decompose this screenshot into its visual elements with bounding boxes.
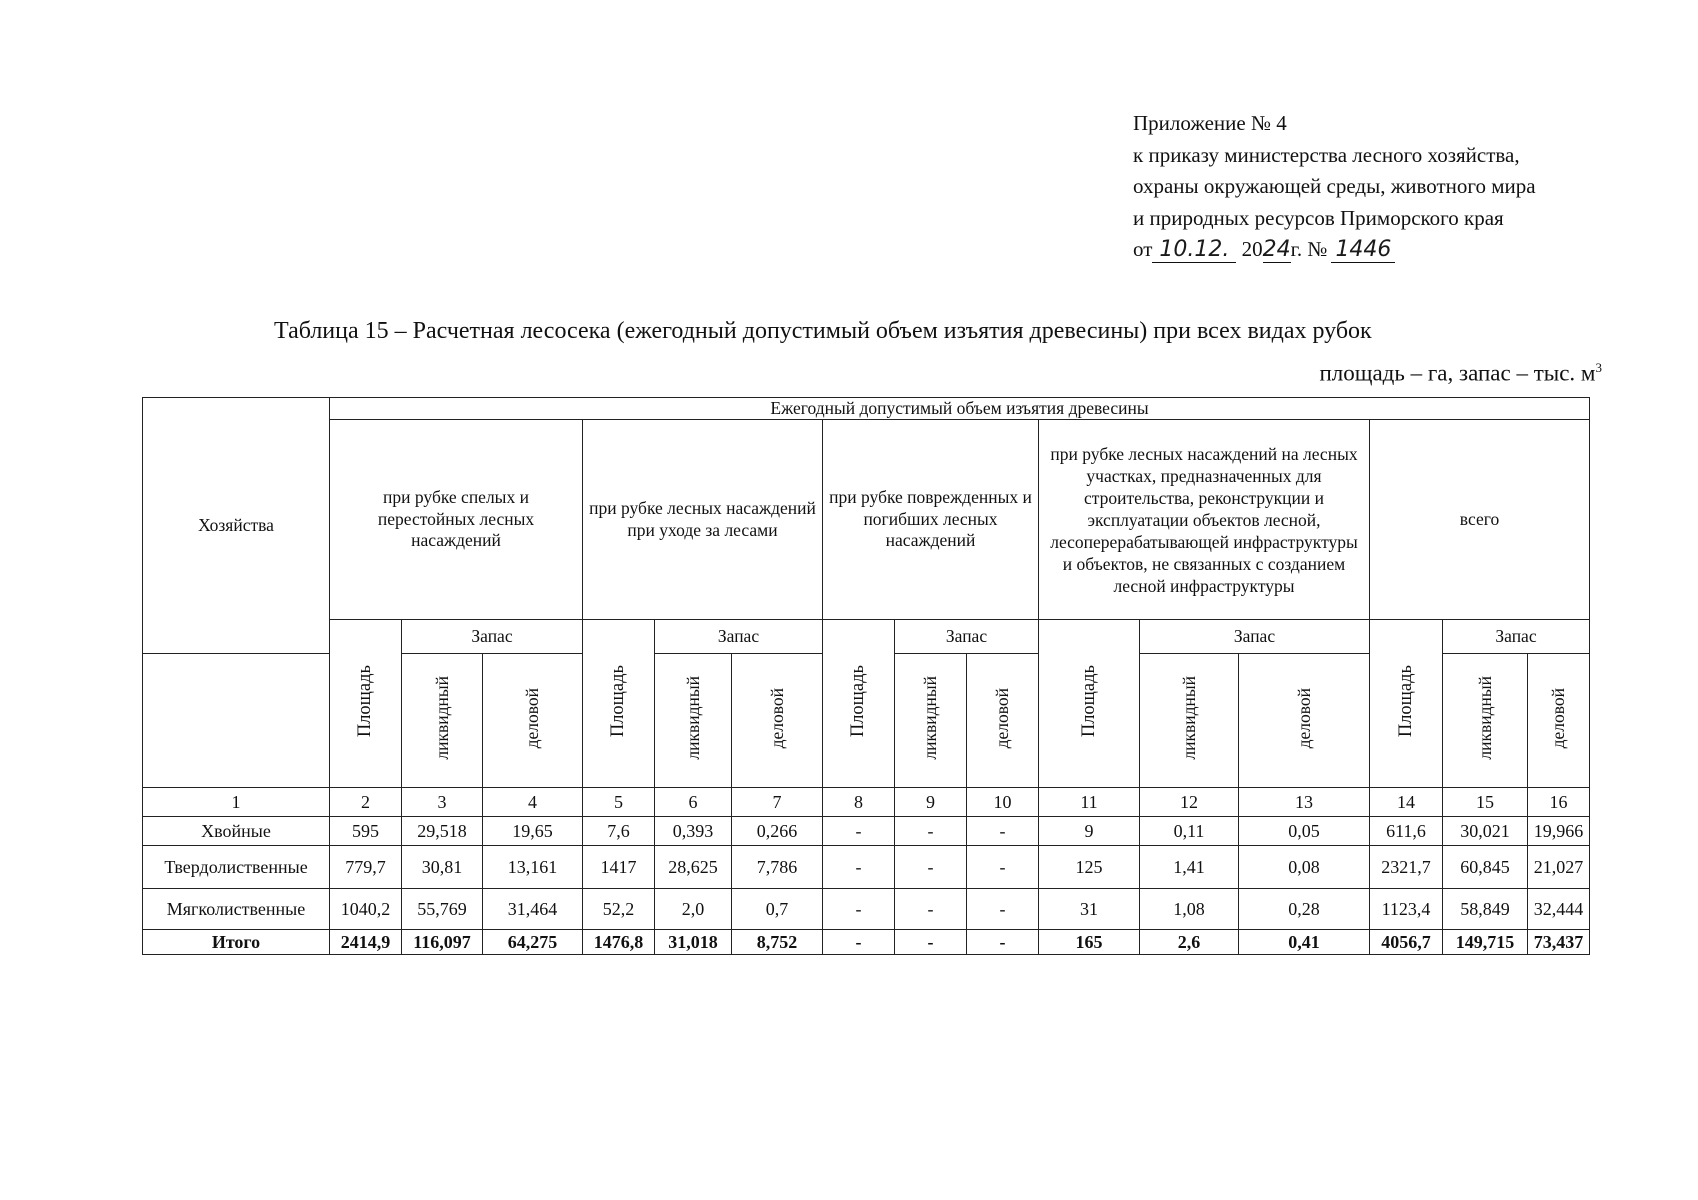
value-cell: - [895,846,967,889]
value-cell: 0,41 [1239,930,1370,955]
area-label: Площадь [1395,664,1416,738]
stock-header: Запас [655,620,823,654]
table-row [143,846,1590,889]
header-row-top [143,398,1590,420]
table-row [143,817,1590,846]
col-farms-header: Хозяйства [143,398,330,654]
value-cell: - [895,889,967,930]
appendix-line: и природных ресурсов Приморского края [1133,205,1504,230]
value-cell: 8,752 [732,930,823,955]
value-cell: 165 [1039,930,1140,955]
empty-cell [143,654,330,788]
value-cell: - [967,930,1039,955]
group-header-infrastructure: при рубке лесных насаждений на лесных участках, предназначенных для строительства, реконструкции и эксплуатации объектов лесной, лесоперерабатывающей инфраструктуры и объектов, не связанных с созданием лесной инфраструктуры [1039,420,1370,620]
value-cell: 13,161 [483,846,583,889]
value-cell: 58,849 [1443,889,1528,930]
value-cell: 0,266 [732,817,823,846]
table-title: Таблица 15 – Расчетная лесосека (ежегодный допустимый объем изъятия древесины) при всех видах рубок [274,318,1372,344]
value-cell: - [967,846,1039,889]
column-number-cell: 15 [1443,788,1528,817]
area-header [1370,620,1443,788]
liquid-header [895,654,967,788]
liquid-label: ликвидный [1474,676,1495,760]
business-label: деловой [992,687,1012,749]
column-number-cell: 4 [483,788,583,817]
stock-header: Запас [402,620,583,654]
value-cell: 1417 [583,846,655,889]
column-number-cell: 8 [823,788,895,817]
value-cell: 1,41 [1140,846,1239,889]
value-cell: - [895,817,967,846]
value-cell: 21,027 [1528,846,1590,889]
row-name-cell: Итого [143,930,330,955]
value-cell: 595 [330,817,402,846]
liquid-label: ликвидный [1178,676,1199,760]
value-cell: - [967,817,1039,846]
value-cell: 116,097 [402,930,483,955]
group-header-total: всего [1370,420,1590,620]
column-number-cell: 5 [583,788,655,817]
table-row [143,889,1590,930]
handwritten-date: 10.12. [1152,238,1236,263]
value-cell: 31,464 [483,889,583,930]
value-cell: 60,845 [1443,846,1528,889]
value-cell: 2321,7 [1370,846,1443,889]
value-cell: 149,715 [1443,930,1528,955]
liquid-header [655,654,732,788]
value-cell: - [823,817,895,846]
liquid-label: ликвидный [431,676,452,760]
value-cell: 2414,9 [330,930,402,955]
felling-table [142,397,1590,955]
appendix-line: охраны окружающей среды, животного мира [1133,174,1536,198]
value-cell: 2,6 [1140,930,1239,955]
area-label: Площадь [848,664,868,738]
value-cell: - [895,930,967,955]
value-cell: - [823,889,895,930]
value-cell: 31,018 [655,930,732,955]
column-number-cell: 7 [732,788,823,817]
value-cell: 30,81 [402,846,483,889]
value-cell: 0,7 [732,889,823,930]
value-cell: 19,966 [1528,817,1590,846]
area-header [823,620,895,788]
group-header-damaged: при рубке поврежденных и погибших лесных насаждений [823,420,1039,620]
value-cell: - [823,930,895,955]
value-cell: 0,393 [655,817,732,846]
value-cell: 1040,2 [330,889,402,930]
value-cell: 1123,4 [1370,889,1443,930]
value-cell: 32,444 [1528,889,1590,930]
value-cell: 29,518 [402,817,483,846]
units-sup: 3 [1595,360,1602,375]
area-header [583,620,655,788]
column-number-cell: 1 [143,788,330,817]
total-row [143,930,1590,955]
handwritten-year: 24 [1262,237,1291,262]
area-label: Площадь [1078,664,1099,738]
value-cell: 1476,8 [583,930,655,955]
business-header [1239,654,1370,788]
value-cell: 611,6 [1370,817,1443,846]
table-body [143,788,1590,955]
row-name-cell: Твердолиственные [143,846,330,889]
appendix-date-line [1133,234,1536,266]
value-cell: 52,2 [583,889,655,930]
column-number-cell: 14 [1370,788,1443,817]
value-cell: 28,625 [655,846,732,889]
column-number-cell: 12 [1140,788,1239,817]
date-prefix: от [1133,237,1153,261]
group-header-mature: при рубке спелых и перестойных лесных насаждений [330,420,583,620]
business-label: деловой [1548,687,1568,749]
column-number-cell: 6 [655,788,732,817]
column-number-cell: 11 [1039,788,1140,817]
value-cell: 9 [1039,817,1140,846]
value-cell: 0,11 [1140,817,1239,846]
value-cell: 779,7 [330,846,402,889]
value-cell: 30,021 [1443,817,1528,846]
business-label: деловой [522,687,542,749]
year-prefix: 20 [1241,237,1263,261]
value-cell: 2,0 [655,889,732,930]
header-row-groups [143,420,1590,620]
stock-header: Запас [1140,620,1370,654]
business-header [967,654,1039,788]
liquid-header [1443,654,1528,788]
business-header [732,654,823,788]
column-number-cell: 9 [895,788,967,817]
units-note [1319,360,1602,387]
stock-header: Запас [1443,620,1590,654]
business-header [483,654,583,788]
value-cell: 1,08 [1140,889,1239,930]
area-header [330,620,402,788]
area-header [1039,620,1140,788]
column-number-row [143,788,1590,817]
value-cell: 55,769 [402,889,483,930]
liquid-label: ликвидный [920,676,940,760]
area-label: Площадь [608,664,628,738]
value-cell: - [823,846,895,889]
business-label: деловой [766,687,787,749]
row-name-cell: Мягколиственные [143,889,330,930]
header-row-stock [143,620,1590,654]
value-cell: 64,275 [483,930,583,955]
appendix-header [1133,108,1536,266]
value-cell: 0,28 [1239,889,1370,930]
value-cell: 73,437 [1528,930,1590,955]
value-cell: 7,786 [732,846,823,889]
business-header [1528,654,1590,788]
appendix-line: к приказу министерства лесного хозяйства, [1133,142,1520,167]
row-name-cell: Хвойные [143,817,330,846]
liquid-label: ликвидный [682,676,703,760]
top-header: Ежегодный допустимый объем изъятия древесины [330,398,1590,420]
area-label: Площадь [355,664,375,738]
column-number-cell: 16 [1528,788,1590,817]
business-label: деловой [1293,687,1314,749]
liquid-header [1140,654,1239,788]
stock-header: Запас [895,620,1039,654]
column-number-cell: 13 [1239,788,1370,817]
value-cell: - [967,889,1039,930]
value-cell: 0,05 [1239,817,1370,846]
value-cell: 125 [1039,846,1140,889]
appendix-line: Приложение № 4 [1133,111,1287,135]
year-suffix: г. № [1290,237,1328,261]
group-header-care: при рубке лесных насаждений при уходе за лесами [583,420,823,620]
liquid-header [402,654,483,788]
column-number-cell: 3 [402,788,483,817]
value-cell: 4056,7 [1370,930,1443,955]
units-text: площадь – га, запас – тыс. м [1319,360,1596,386]
column-number-cell: 10 [967,788,1039,817]
column-number-cell: 2 [330,788,402,817]
value-cell: 19,65 [483,817,583,846]
value-cell: 0,08 [1239,846,1370,889]
value-cell: 31 [1039,889,1140,930]
handwritten-order-number: 1446 [1331,238,1395,263]
value-cell: 7,6 [583,817,655,846]
